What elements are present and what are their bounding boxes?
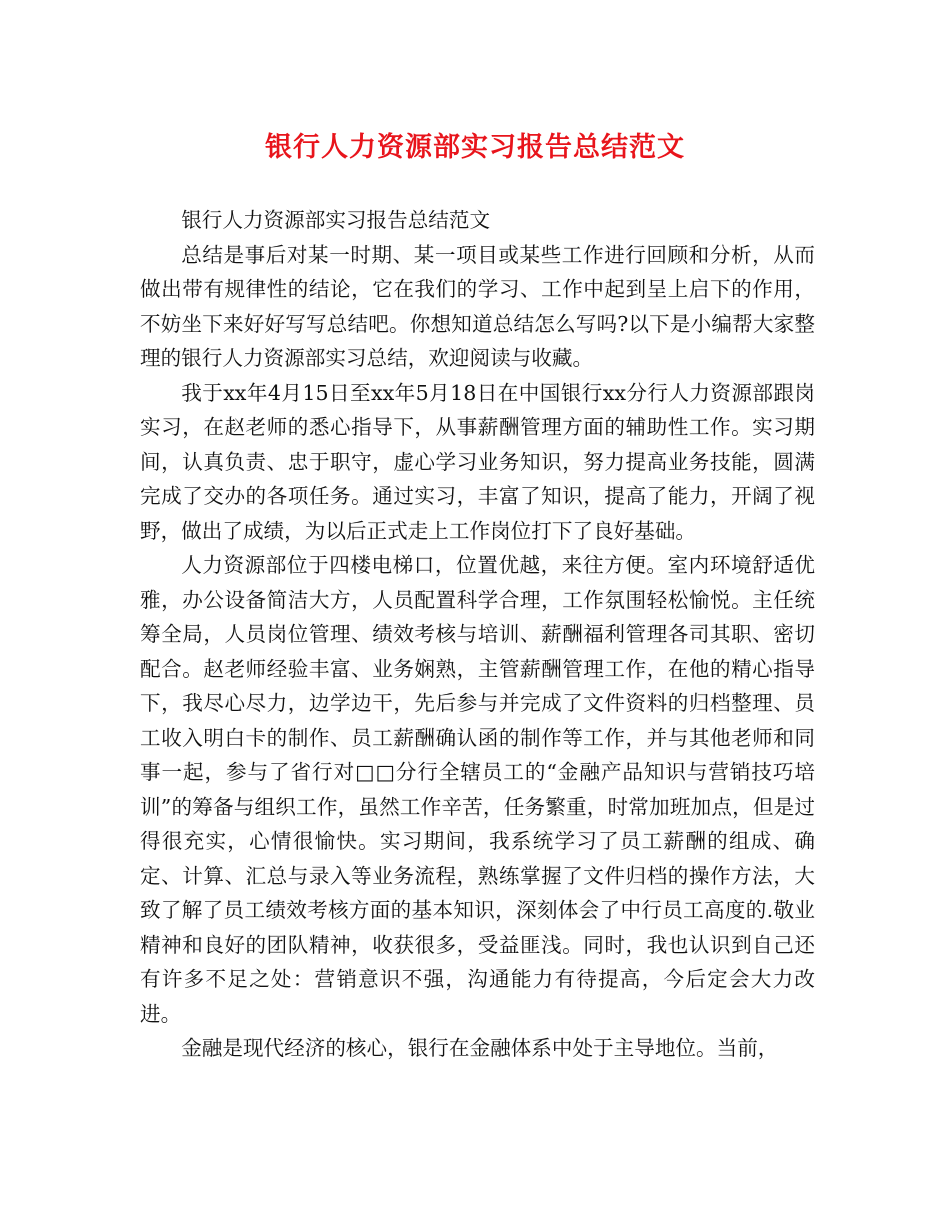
paragraph: 我于xx年4月15日至xx年5月18日在中国银行xx分行人力资源部跟岗实习，在赵老师的悉心指导下，从事薪酬管理方面的辅助性工作。实习期间，认真负责、忠于职守，虚心学习业务知识，努力提高业务技能，圆满完成了交办的各项任务。通过实习，丰富了知识，提高了能力，开阔了视野，做出了成绩，为以后正式走上工作岗位打下了良好基础。 (140, 380, 815, 543)
paragraph: 金融是现代经济的核心，银行在金融体系中处于主导地位。当前， (181, 1036, 779, 1060)
document-title: 银行人力资源部实习报告总结范文 (265, 132, 685, 163)
paragraph-heading: 银行人力资源部实习报告总结范文 (181, 208, 491, 232)
paragraph: 总结是事后对某一时期、某一项目或某些工作进行回顾和分析，从而做出带有规律性的结论，它在我们的学习、工作中起到呈上启下的作用，不妨坐下来好好写写总结吧。你想知道总结怎么写吗?以下是小编帮大家整理的银行人力资源部实习总结，欢迎阅读与收藏。 (140, 242, 815, 370)
paragraph: 人力资源部位于四楼电梯口，位置优越，来往方便。室内环境舒适优雅，办公设备简洁大方，人员配置科学合理，工作氛围轻松愉悦。主任统筹全局，人员岗位管理、绩效考核与培训、薪酬福利管理各司其职、密切配合。赵老师经验丰富、业务娴熟，主管薪酬管理工作，在他的精心指导下，我尽心尽力，边学边干，先后参与并完成了文件资料的归档整理、员工收入明白卡的制作、员工薪酬确认函的制作等工作，并与其他老师和同事一起，参与了省行对□□分行全辖员工的“金融产品知识与营销技巧培训”的筹备与组织工作，虽然工作辛苦，任务繁重，时常加班加点，但是过得很充实，心情很愉快。实习期间，我系统学习了员工薪酬的组成、确定、计算、汇总与录入等业务流程，熟练掌握了文件归档的操作方法，大致了解了员工绩效考核方面的基本知识，深刻体会了中行员工高度的.敬业精神和良好的团队精神，收获很多，受益匪浅。同时，我也认识到自己还有许多不足之处：营销意识不强，沟通能力有待提高，今后定会大力改进。 (140, 553, 815, 1026)
document-body (140, 203, 815, 1066)
